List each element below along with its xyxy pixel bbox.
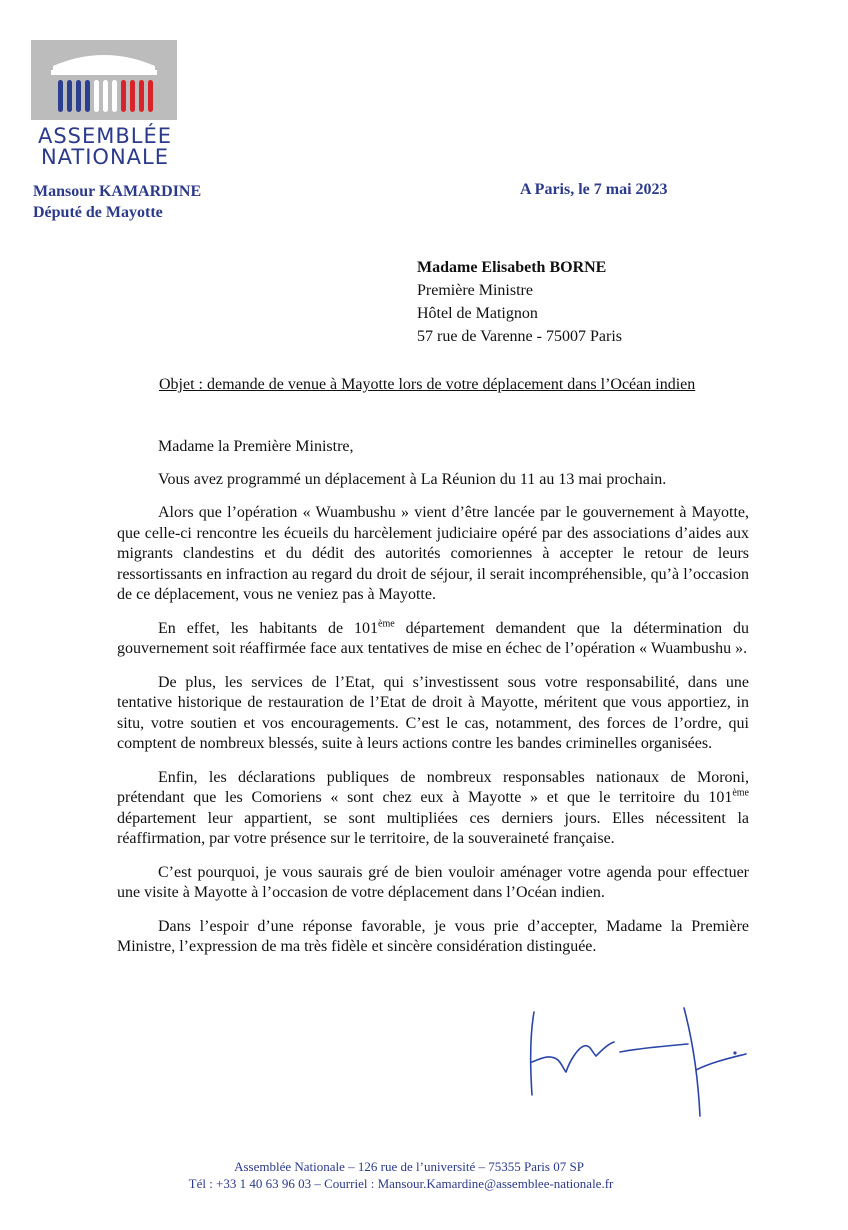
paragraph-7: Dans l’espoir d’une réponse favorable, je vous prie d’accepter, Madame la Première Ministre, l’expression de ma très fidèle et sincère considération distinguée.: [117, 917, 749, 955]
paragraph-3-start: En effet, les habitants de 101: [158, 619, 379, 637]
assemblee-nationale-logo: [31, 40, 179, 168]
logo-line-1: ASSEMBLÉE: [37, 124, 173, 148]
sender-block: [33, 181, 201, 223]
letter-subject: Objet : demande de venue à Mayotte lors de votre déplacement dans l’Océan indien: [159, 376, 696, 393]
recipient-block: [417, 256, 622, 348]
letter-footer: [0, 1158, 848, 1192]
recipient-address: 57 rue de Varenne - 75007 Paris: [417, 328, 622, 345]
paragraph-6: C’est pourquoi, je vous saurais gré de bien vouloir aménager votre agenda pour effectuer une visite à Mayotte à l’occasion de votre déplacement dans l’Océan indien.: [117, 863, 749, 901]
salutation: Madame la Première Ministre,: [158, 438, 354, 455]
paragraph-3-end: département demandent que la détermination du gouvernement soit réaffirmée face aux tentatives de mise en échec de l’opération « Wuambushu ».: [117, 619, 749, 657]
recipient-office: Hôtel de Matignon: [417, 305, 538, 322]
logo-wordmark: [31, 126, 179, 168]
sender-name: Mansour KAMARDINE: [33, 183, 202, 200]
footer-address: Assemblée Nationale – 126 rue de l’université – 75355 Paris 07 SP: [234, 1159, 584, 1174]
paragraph-5-superscript: ème: [732, 787, 749, 799]
paragraph-5: [117, 768, 749, 850]
paragraph-4: De plus, les services de l’Etat, qui s’investissent sous votre responsabilité, dans une tentative historique de restauration de l’Etat de droit à Mayotte, méritent que vous apportiez, in situ, votre soutien et vos encouragements. C’est le cas, notamment, des forces de l’ordre, qui comptent de nombreux blessés, suite à leurs actions contre les bandes criminelles organisées.: [117, 673, 749, 752]
letter-body: [117, 437, 749, 971]
recipient-name: Madame Elisabeth BORNE: [417, 259, 607, 276]
logo-emblem: [31, 40, 177, 120]
paragraph-3-superscript: ème: [378, 618, 395, 630]
letter-date: A Paris, le 7 mai 2023: [520, 181, 668, 198]
paragraph-3: [117, 619, 749, 660]
paragraph-1: Vous avez programmé un déplacement à La Réunion du 11 au 13 mai prochain.: [158, 470, 667, 488]
footer-contact: Tél : +33 1 40 63 96 03 – Courriel : Mansour.Kamardine@assemblee-nationale.fr: [188, 1176, 614, 1191]
logo-line-2: NATIONALE: [40, 145, 170, 169]
paragraph-5-end: département leur appartient, se sont multipliées ces derniers jours. Elles nécessitent la réaffirmation, par votre présence sur le territoire, de la souveraineté française.: [117, 809, 749, 847]
sender-title: Député de Mayotte: [33, 204, 163, 221]
recipient-title: Première Ministre: [417, 282, 533, 299]
paragraph-5-start: Enfin, les déclarations publiques de nombreux responsables nationaux de Moroni, prétendant que les Comoriens « sont chez eux à Mayotte » et que le territoire du 101: [117, 768, 749, 806]
handwritten-signature: [520, 1000, 760, 1130]
hemicycle-icon: [31, 40, 177, 120]
paragraph-2: Alors que l’opération « Wuambushu » vient d’être lancée par le gouvernement à Mayotte, que celle-ci rencontre les écueils du harcèlement judiciaire opéré par des associations d’aides aux migrants clandestins et du dédit des autorités comoriennes à accepter le retour de leurs ressortissants en infraction au regard du droit de séjour, il serait incompréhensible, qu’à l’occasion de ce déplacement, vous ne veniez pas à Mayotte.: [117, 504, 749, 603]
